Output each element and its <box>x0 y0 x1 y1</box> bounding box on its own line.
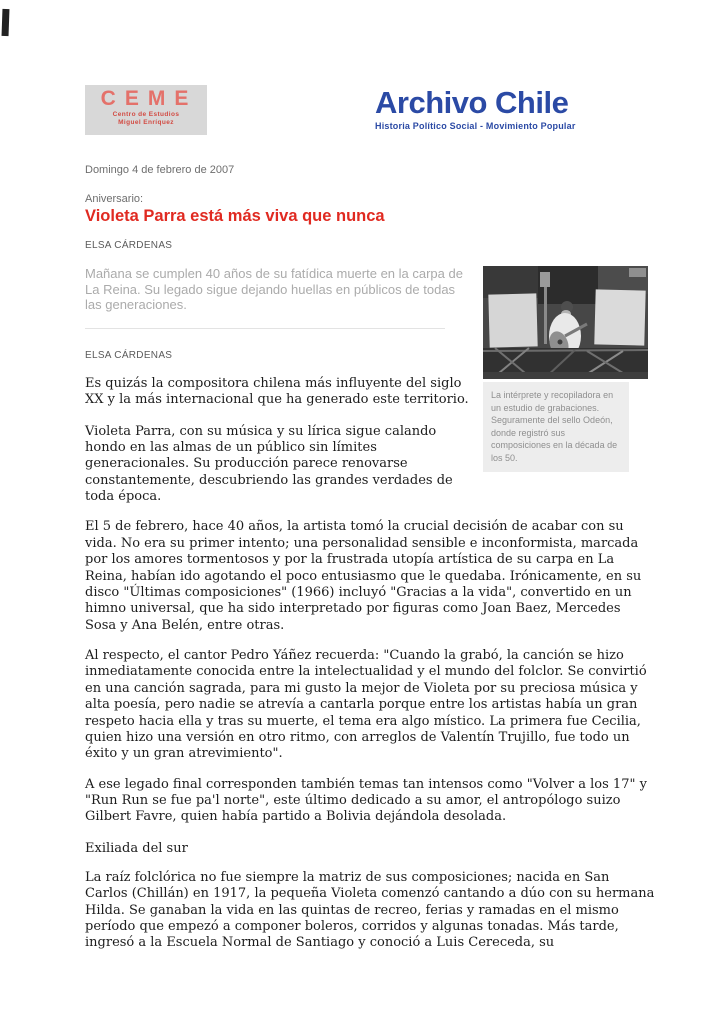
photo-caption: La intérprete y recopiladora en un estudio de grabaciones. Seguramente del sello Odeón, donde registró sus composiciones en la década de los 50. <box>483 382 629 472</box>
article-author-repeat: ELSA CÁRDENAS <box>85 349 173 361</box>
body-paragraph-3: A ese legado final corresponden también temas tan intensos como "Volver a los 17" y "Run Run se fue pa'l norte", este último dedicado a su amor, el antropólogo suizo Gilbert Favre, quien había partido a Bolivia dejándola desolada. <box>85 776 647 825</box>
article-kicker: Aniversario: <box>85 193 144 205</box>
violeta-parra-photo <box>483 266 648 379</box>
body-paragraph-2: Al respecto, el cantor Pedro Yáñez recuerda: "Cuando la grabó, la canción se hizo inmediatamente conocida entre la intelectualidad y el mundo del folclor. Se convirtió en una canción sagrada, para mi gusto la mejor de Violeta por su preciosa música y alta poesía, pero nadie se atrevía a cantarla porque entre los artistas había un gran respeto hacia ella y tras su muerte, el tema era algo místico. La primera fue Cecilia, quien hizo una versión en otro ritmo, con arreglos de Valentín Trujillo, fue todo un éxito y un gran atrevimiento". <box>85 648 647 762</box>
page-content <box>85 85 655 952</box>
ceme-logo-letters: CEME <box>100 87 198 110</box>
two-column-zone <box>85 266 655 505</box>
archivo-chile-title: Archivo Chile <box>375 85 569 120</box>
intro-paragraph-2: Violeta Parra, con su música y su lírica sigue calando hondo en las almas de un público sin límites generacionales. Su producción parece renovarse constantemente, descubriendo las grandes verdades de toda época. <box>85 423 453 505</box>
ceme-logo <box>85 85 207 135</box>
article-date: Domingo 4 de febrero de 2007 <box>85 164 235 176</box>
article-title: Violeta Parra está más viva que nunca <box>85 207 385 225</box>
section-divider <box>85 328 445 329</box>
article-author: ELSA CÁRDENAS <box>85 240 173 251</box>
archivo-chile-logo <box>375 87 576 131</box>
intro-paragraph-1: Es quizás la compositora chilena más influyente del siglo XX y la más internacional que ha generado este territorio. <box>85 375 469 408</box>
ceme-logo-subtext-line2: Miguel Enríquez <box>118 119 174 127</box>
ceme-logo-subtext-line1: Centro de Estudios <box>112 111 180 118</box>
archivo-chile-subtitle: Historia Político Social - Movimiento Popular <box>375 121 576 131</box>
scan-artifact <box>2 9 10 36</box>
article-subhead: Exiliada del sur <box>85 840 188 856</box>
text-column <box>85 266 473 505</box>
body-paragraph-1: El 5 de febrero, hace 40 años, la artista tomó la crucial decisión de acabar con su vida. No era su primer intento; una personalidad sensible e inconformista, marcada por los amores tormentosos y por la frustrada utopía artística de su carpa en La Reina, habían ido agotando el poco entusiasmo que le quedaba. Irónicamente, en su disco "Últimas composiciones" (1966) incluyó "Gracias a la vida", convertido en un himno universal, que ha sido interpretado por figuras como Joan Baez, Mercedes Sosa y Ana Belén, entre otras. <box>85 519 642 633</box>
photo-column <box>483 266 650 505</box>
studio-photo-graphic <box>483 266 648 379</box>
page-header <box>85 85 655 135</box>
ceme-logo-subtext <box>85 111 207 128</box>
closing-paragraph: La raíz folclórica no fue siempre la matriz de sus composiciones; nacida en San Carlos (Chillán) en 1917, la pequeña Violeta comenzó cantando a dúo con su hermana Hilda. Se ganaban la vida en las quintas de recreo, ferias y ramadas en el mismo período que empezó a componer boleros, corridos y algunas tonadas. Más tarde, ingresó a la Escuela Normal de Santiago y conoció a Luis Cereceda, su <box>85 869 655 951</box>
article-lead: Mañana se cumplen 40 años de su fatídica muerte en la carpa de La Reina. Su legado sigue dejando huellas en públicos de todas las generaciones. <box>85 266 463 313</box>
